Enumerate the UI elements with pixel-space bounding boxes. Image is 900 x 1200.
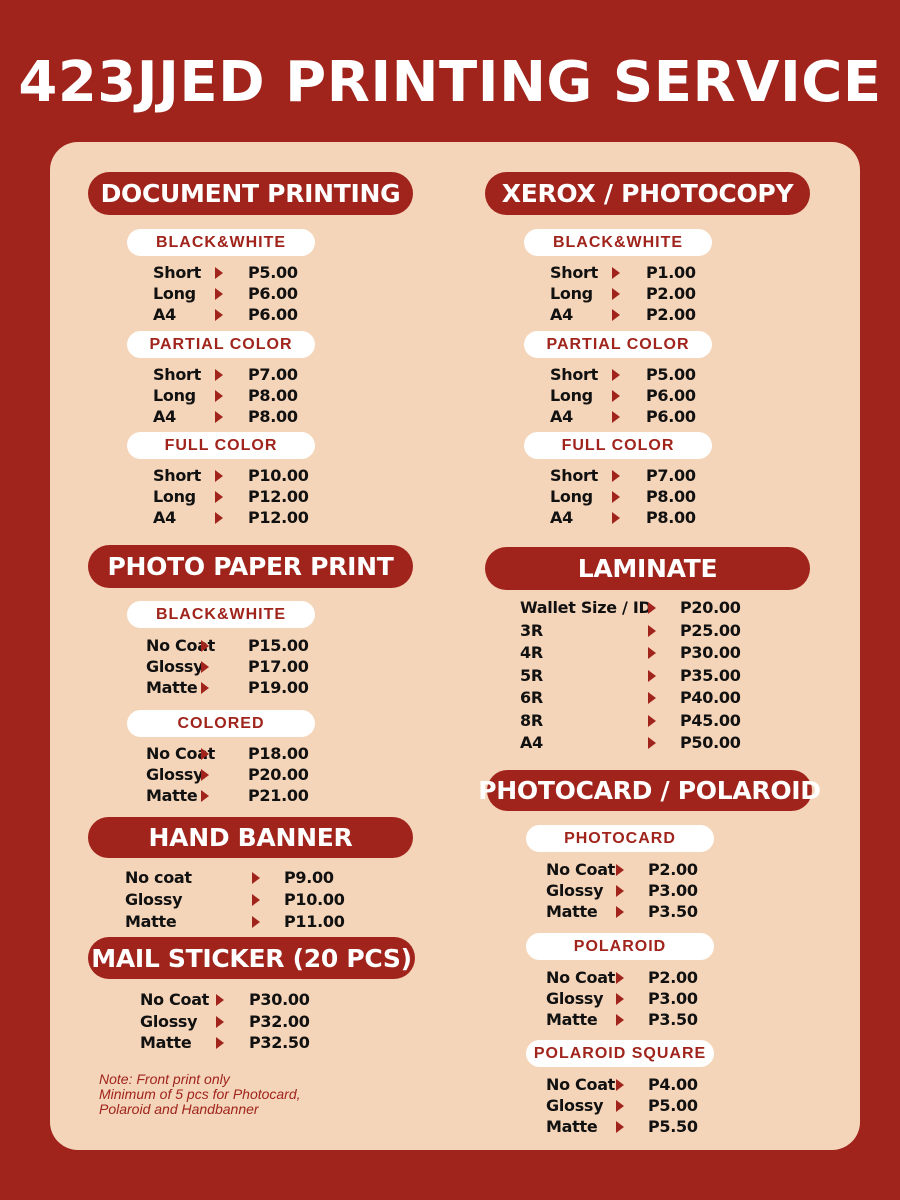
item-name: Matte: [125, 912, 177, 931]
footnote: [99, 1072, 399, 1117]
item-price: P8.00: [248, 386, 298, 405]
section-heading-laminate: LAMINATE: [485, 547, 810, 590]
triangle-right-icon: [616, 1121, 624, 1133]
sublabel-xerox-partial: PARTIAL COLOR: [524, 331, 712, 358]
triangle-right-icon: [252, 894, 260, 906]
item-price: P5.50: [648, 1117, 698, 1136]
item-name: Long: [550, 386, 593, 405]
item-name: No coat: [125, 868, 192, 887]
sublabel-photocard: PHOTOCARD: [526, 825, 714, 852]
item-price: P32.50: [249, 1033, 310, 1052]
item-price: P3.50: [648, 902, 698, 921]
sublabel-doc-bw: BLACK&WHITE: [127, 229, 315, 256]
triangle-right-icon: [616, 972, 624, 984]
item-name: Long: [550, 284, 593, 303]
item-name: A4: [550, 305, 573, 324]
item-name: Glossy: [125, 890, 183, 909]
triangle-right-icon: [648, 625, 656, 637]
triangle-right-icon: [215, 267, 223, 279]
sublabel-polaroid: POLAROID: [526, 933, 714, 960]
item-name: 5R: [520, 665, 543, 685]
triangle-right-icon: [612, 470, 620, 482]
item-price: P21.00: [248, 786, 309, 805]
item-name: Glossy: [140, 1011, 198, 1031]
footnote-line-2: Minimum of 5 pcs for Photocard,: [99, 1086, 301, 1102]
triangle-right-icon: [215, 491, 223, 503]
sublabel-xerox-full: FULL COLOR: [524, 432, 712, 459]
triangle-right-icon: [612, 512, 620, 524]
triangle-right-icon: [612, 309, 620, 321]
item-name: Matte: [546, 1010, 598, 1029]
item-price: P30.00: [249, 990, 310, 1009]
item-price: P1.00: [646, 263, 696, 282]
item-name: Matte: [146, 678, 198, 697]
item-price: P3.00: [648, 881, 698, 900]
triangle-right-icon: [648, 670, 656, 682]
triangle-right-icon: [616, 864, 624, 876]
item-name: Long: [550, 487, 593, 506]
item-name: Short: [153, 263, 201, 282]
triangle-right-icon: [201, 682, 209, 694]
section-heading-photocard-polaroid: PHOTOCARD / POLAROID: [487, 770, 812, 811]
item-price: P40.00: [680, 688, 741, 707]
triangle-right-icon: [215, 309, 223, 321]
item-price: P2.00: [648, 860, 698, 879]
triangle-right-icon: [201, 748, 209, 760]
triangle-right-icon: [201, 769, 209, 781]
item-price: P10.00: [284, 890, 345, 909]
triangle-right-icon: [201, 790, 209, 802]
sublabel-doc-partial: PARTIAL COLOR: [127, 331, 315, 358]
item-name: No Coat: [546, 1075, 616, 1094]
triangle-right-icon: [616, 906, 624, 918]
item-name: Glossy: [546, 1096, 604, 1115]
triangle-right-icon: [648, 692, 656, 704]
item-name: Wallet Size / ID: [520, 598, 652, 617]
triangle-right-icon: [616, 885, 624, 897]
triangle-right-icon: [201, 640, 209, 652]
item-price: P19.00: [248, 678, 309, 697]
item-name: Matte: [146, 786, 198, 805]
item-price: P6.00: [646, 386, 696, 405]
item-name: 4R: [520, 643, 543, 662]
item-name: A4: [153, 407, 176, 426]
item-price: P2.00: [648, 968, 698, 987]
triangle-right-icon: [612, 491, 620, 503]
item-price: P25.00: [680, 620, 741, 640]
triangle-right-icon: [616, 1100, 624, 1112]
triangle-right-icon: [612, 390, 620, 402]
triangle-right-icon: [616, 993, 624, 1005]
triangle-right-icon: [215, 369, 223, 381]
item-name: No Coat: [546, 968, 616, 987]
item-price: P30.00: [680, 643, 741, 662]
item-price: P2.00: [646, 284, 696, 303]
sublabel-photo-colored: COLORED: [127, 710, 315, 737]
section-heading-document-printing: DOCUMENT PRINTING: [88, 172, 413, 215]
item-name: Glossy: [546, 989, 604, 1008]
item-price: P5.00: [648, 1096, 698, 1115]
item-price: P6.00: [248, 305, 298, 324]
item-price: P6.00: [646, 407, 696, 426]
item-name: 8R: [520, 710, 543, 730]
item-price: P12.00: [248, 508, 309, 527]
sublabel-doc-full: FULL COLOR: [127, 432, 315, 459]
item-name: 3R: [520, 620, 543, 640]
item-name: A4: [550, 508, 573, 527]
triangle-right-icon: [612, 369, 620, 381]
footnote-line-3: Polaroid and Handbanner: [99, 1101, 259, 1117]
item-name: Glossy: [146, 657, 204, 676]
item-price: P7.00: [646, 466, 696, 485]
item-price: P50.00: [680, 733, 741, 752]
triangle-right-icon: [616, 1079, 624, 1091]
item-name: No Coat: [546, 860, 616, 879]
triangle-right-icon: [252, 916, 260, 928]
triangle-right-icon: [216, 1016, 224, 1028]
item-price: P5.00: [248, 263, 298, 282]
triangle-right-icon: [648, 602, 656, 614]
item-name: No Coat: [146, 636, 216, 655]
triangle-right-icon: [216, 994, 224, 1006]
section-heading-photo-paper: PHOTO PAPER PRINT: [88, 545, 413, 588]
section-heading-xerox: XEROX / PHOTOCOPY: [485, 172, 810, 215]
item-price: P32.00: [249, 1011, 310, 1031]
item-price: P5.00: [646, 365, 696, 384]
page-title: 423JJED PRINTING SERVICE: [18, 50, 882, 115]
triangle-right-icon: [612, 288, 620, 300]
sublabel-photo-bw: BLACK&WHITE: [127, 601, 315, 628]
footnote-line-1: Note: Front print only: [99, 1071, 230, 1087]
item-name: Long: [153, 284, 196, 303]
triangle-right-icon: [612, 411, 620, 423]
item-name: Short: [550, 365, 598, 384]
section-heading-mail-sticker: MAIL STICKER (20 PCS): [88, 937, 415, 979]
triangle-right-icon: [252, 872, 260, 884]
item-price: P7.00: [248, 365, 298, 384]
triangle-right-icon: [216, 1037, 224, 1049]
item-price: P20.00: [248, 765, 309, 784]
item-price: P8.00: [248, 407, 298, 426]
item-name: A4: [153, 508, 176, 527]
item-name: Long: [153, 386, 196, 405]
item-name: Short: [153, 365, 201, 384]
item-name: Short: [550, 466, 598, 485]
item-price: P17.00: [248, 657, 309, 676]
item-price: P10.00: [248, 466, 309, 485]
item-price: P6.00: [248, 284, 298, 303]
item-price: P9.00: [284, 868, 334, 887]
triangle-right-icon: [215, 288, 223, 300]
item-name: 6R: [520, 688, 543, 707]
item-name: Glossy: [546, 881, 604, 900]
sublabel-polaroid-square: POLAROID SQUARE: [526, 1040, 714, 1067]
section-heading-hand-banner: HAND BANNER: [88, 817, 413, 858]
item-price: P35.00: [680, 665, 741, 685]
item-name: Short: [550, 263, 598, 282]
triangle-right-icon: [215, 470, 223, 482]
item-price: P3.00: [648, 989, 698, 1008]
triangle-right-icon: [616, 1014, 624, 1026]
triangle-right-icon: [648, 647, 656, 659]
item-price: P2.00: [646, 305, 696, 324]
item-name: Matte: [546, 902, 598, 921]
item-name: Short: [153, 466, 201, 485]
triangle-right-icon: [215, 390, 223, 402]
item-name: No Coat: [146, 744, 216, 763]
item-name: Matte: [546, 1117, 598, 1136]
item-price: P3.50: [648, 1010, 698, 1029]
triangle-right-icon: [215, 411, 223, 423]
item-name: No Coat: [140, 990, 210, 1009]
item-price: P12.00: [248, 487, 309, 506]
item-name: Matte: [140, 1033, 192, 1052]
item-name: Glossy: [146, 765, 204, 784]
item-name: Long: [153, 487, 196, 506]
item-price: P11.00: [284, 912, 345, 931]
item-name: A4: [550, 407, 573, 426]
triangle-right-icon: [612, 267, 620, 279]
item-name: A4: [520, 733, 543, 752]
triangle-right-icon: [215, 512, 223, 524]
item-price: P8.00: [646, 508, 696, 527]
item-name: A4: [153, 305, 176, 324]
item-price: P20.00: [680, 598, 741, 617]
item-price: P4.00: [648, 1075, 698, 1094]
item-price: P45.00: [680, 710, 741, 730]
item-price: P18.00: [248, 744, 309, 763]
triangle-right-icon: [648, 737, 656, 749]
item-price: P15.00: [248, 636, 309, 655]
triangle-right-icon: [648, 715, 656, 727]
item-price: P8.00: [646, 487, 696, 506]
triangle-right-icon: [201, 661, 209, 673]
sublabel-xerox-bw: BLACK&WHITE: [524, 229, 712, 256]
